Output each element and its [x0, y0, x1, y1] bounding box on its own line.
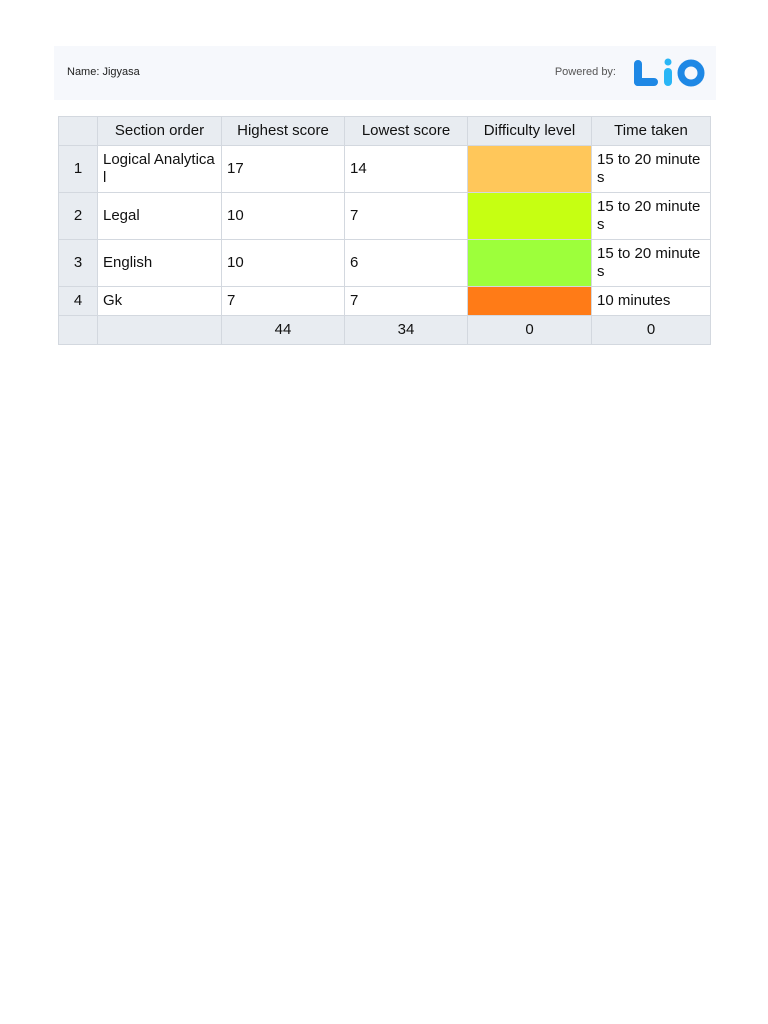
section-cell: Legal [98, 193, 222, 240]
highest-score-cell: 7 [222, 287, 345, 316]
totals-corner-cell [59, 316, 98, 345]
score-table [58, 116, 711, 345]
student-name: Name: Jigyasa [67, 66, 140, 78]
lowest-score-cell: 14 [345, 146, 468, 193]
lowest-score-cell: 6 [345, 240, 468, 287]
table-header-row [59, 117, 711, 146]
table-row [59, 287, 711, 316]
section-cell: English [98, 240, 222, 287]
total-difficulty: 0 [468, 316, 592, 345]
difficulty-fill [468, 146, 591, 192]
table-row [59, 146, 711, 193]
difficulty-cell [468, 240, 592, 287]
table-row [59, 193, 711, 240]
total-highest-score: 44 [222, 316, 345, 345]
column-header-section-order: Section order [98, 117, 222, 146]
total-time-taken: 0 [592, 316, 711, 345]
column-header-time-taken: Time taken [592, 117, 711, 146]
total-lowest-score: 34 [345, 316, 468, 345]
lio-logo-icon [632, 58, 706, 88]
row-number: 3 [59, 240, 98, 287]
row-number: 4 [59, 287, 98, 316]
lowest-score-cell: 7 [345, 193, 468, 240]
highest-score-cell: 10 [222, 240, 345, 287]
row-number: 2 [59, 193, 98, 240]
highest-score-cell: 17 [222, 146, 345, 193]
time-taken-cell: 15 to 20 minutes [592, 193, 711, 240]
section-cell: Gk [98, 287, 222, 316]
total-section-cell [98, 316, 222, 345]
totals-row [59, 316, 711, 345]
column-header-difficulty-level: Difficulty level [468, 117, 592, 146]
time-taken-cell: 10 minutes [592, 287, 711, 316]
lowest-score-cell: 7 [345, 287, 468, 316]
column-header-highest-score: Highest score [222, 117, 345, 146]
table-row [59, 240, 711, 287]
difficulty-fill [468, 287, 591, 315]
difficulty-fill [468, 193, 591, 239]
difficulty-cell [468, 193, 592, 240]
time-taken-cell: 15 to 20 minutes [592, 240, 711, 287]
row-number: 1 [59, 146, 98, 193]
corner-cell [59, 117, 98, 146]
powered-by-label: Powered by: [554, 66, 616, 78]
difficulty-fill [468, 240, 591, 286]
difficulty-cell [468, 287, 592, 316]
difficulty-cell [468, 146, 592, 193]
column-header-lowest-score: Lowest score [345, 117, 468, 146]
report-header [54, 46, 716, 100]
section-cell: Logical Analytical [98, 146, 222, 193]
highest-score-cell: 10 [222, 193, 345, 240]
time-taken-cell: 15 to 20 minutes [592, 146, 711, 193]
